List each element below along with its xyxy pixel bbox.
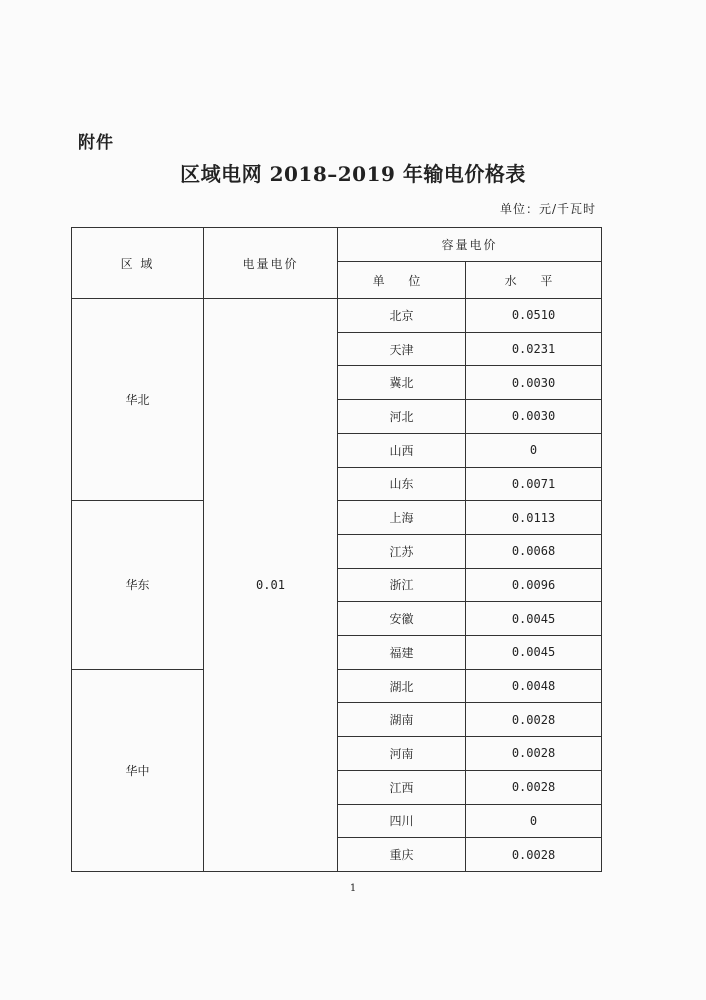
- unit-cell: 天津: [338, 332, 466, 366]
- unit-cell: 上海: [338, 501, 466, 535]
- level-cell: 0.0028: [466, 703, 602, 737]
- unit-cell: 江苏: [338, 534, 466, 568]
- header-level: 水 平: [466, 262, 602, 299]
- level-cell: 0.0510: [466, 299, 602, 333]
- energy-price-cell: 0.01: [204, 299, 338, 872]
- header-capacity-price: 容量电价: [338, 228, 602, 262]
- header-row-1: [72, 228, 602, 262]
- level-cell: 0.0071: [466, 467, 602, 501]
- level-cell: 0: [466, 804, 602, 838]
- price-table: [71, 227, 602, 872]
- level-cell: 0.0045: [466, 636, 602, 670]
- header-energy-price: 电量电价: [204, 228, 338, 299]
- unit-cell: 福建: [338, 636, 466, 670]
- unit-cell: 山西: [338, 433, 466, 467]
- page-number: 1: [349, 883, 357, 894]
- unit-note: 单位：元/千瓦时: [499, 202, 596, 216]
- table-row: [72, 299, 602, 333]
- unit-cell: 安徽: [338, 602, 466, 636]
- page-title: 区域电网 2018–2019 年输电价格表: [180, 162, 526, 186]
- unit-cell: 江西: [338, 770, 466, 804]
- level-cell: 0.0048: [466, 669, 602, 703]
- unit-cell: 冀北: [338, 366, 466, 400]
- region-cell: 华中: [72, 669, 204, 871]
- level-cell: 0.0231: [466, 332, 602, 366]
- unit-cell: 河南: [338, 737, 466, 771]
- unit-cell: 河北: [338, 400, 466, 434]
- header-unit: 单 位: [338, 262, 466, 299]
- header-region: 区 域: [72, 228, 204, 299]
- level-cell: 0.0030: [466, 400, 602, 434]
- unit-cell: 浙江: [338, 568, 466, 602]
- region-cell: 华东: [72, 501, 204, 670]
- price-table-body: [72, 228, 602, 872]
- unit-cell: 四川: [338, 804, 466, 838]
- level-cell: 0.0045: [466, 602, 602, 636]
- level-cell: 0.0028: [466, 770, 602, 804]
- unit-cell: 湖南: [338, 703, 466, 737]
- level-cell: 0.0028: [466, 737, 602, 771]
- unit-cell: 山东: [338, 467, 466, 501]
- level-cell: 0.0030: [466, 366, 602, 400]
- level-cell: 0.0028: [466, 838, 602, 872]
- attachment-label: 附件: [78, 133, 114, 153]
- unit-cell: 北京: [338, 299, 466, 333]
- unit-cell: 湖北: [338, 669, 466, 703]
- level-cell: 0.0068: [466, 534, 602, 568]
- level-cell: 0.0113: [466, 501, 602, 535]
- unit-cell: 重庆: [338, 838, 466, 872]
- level-cell: 0.0096: [466, 568, 602, 602]
- region-cell: 华北: [72, 299, 204, 501]
- level-cell: 0: [466, 433, 602, 467]
